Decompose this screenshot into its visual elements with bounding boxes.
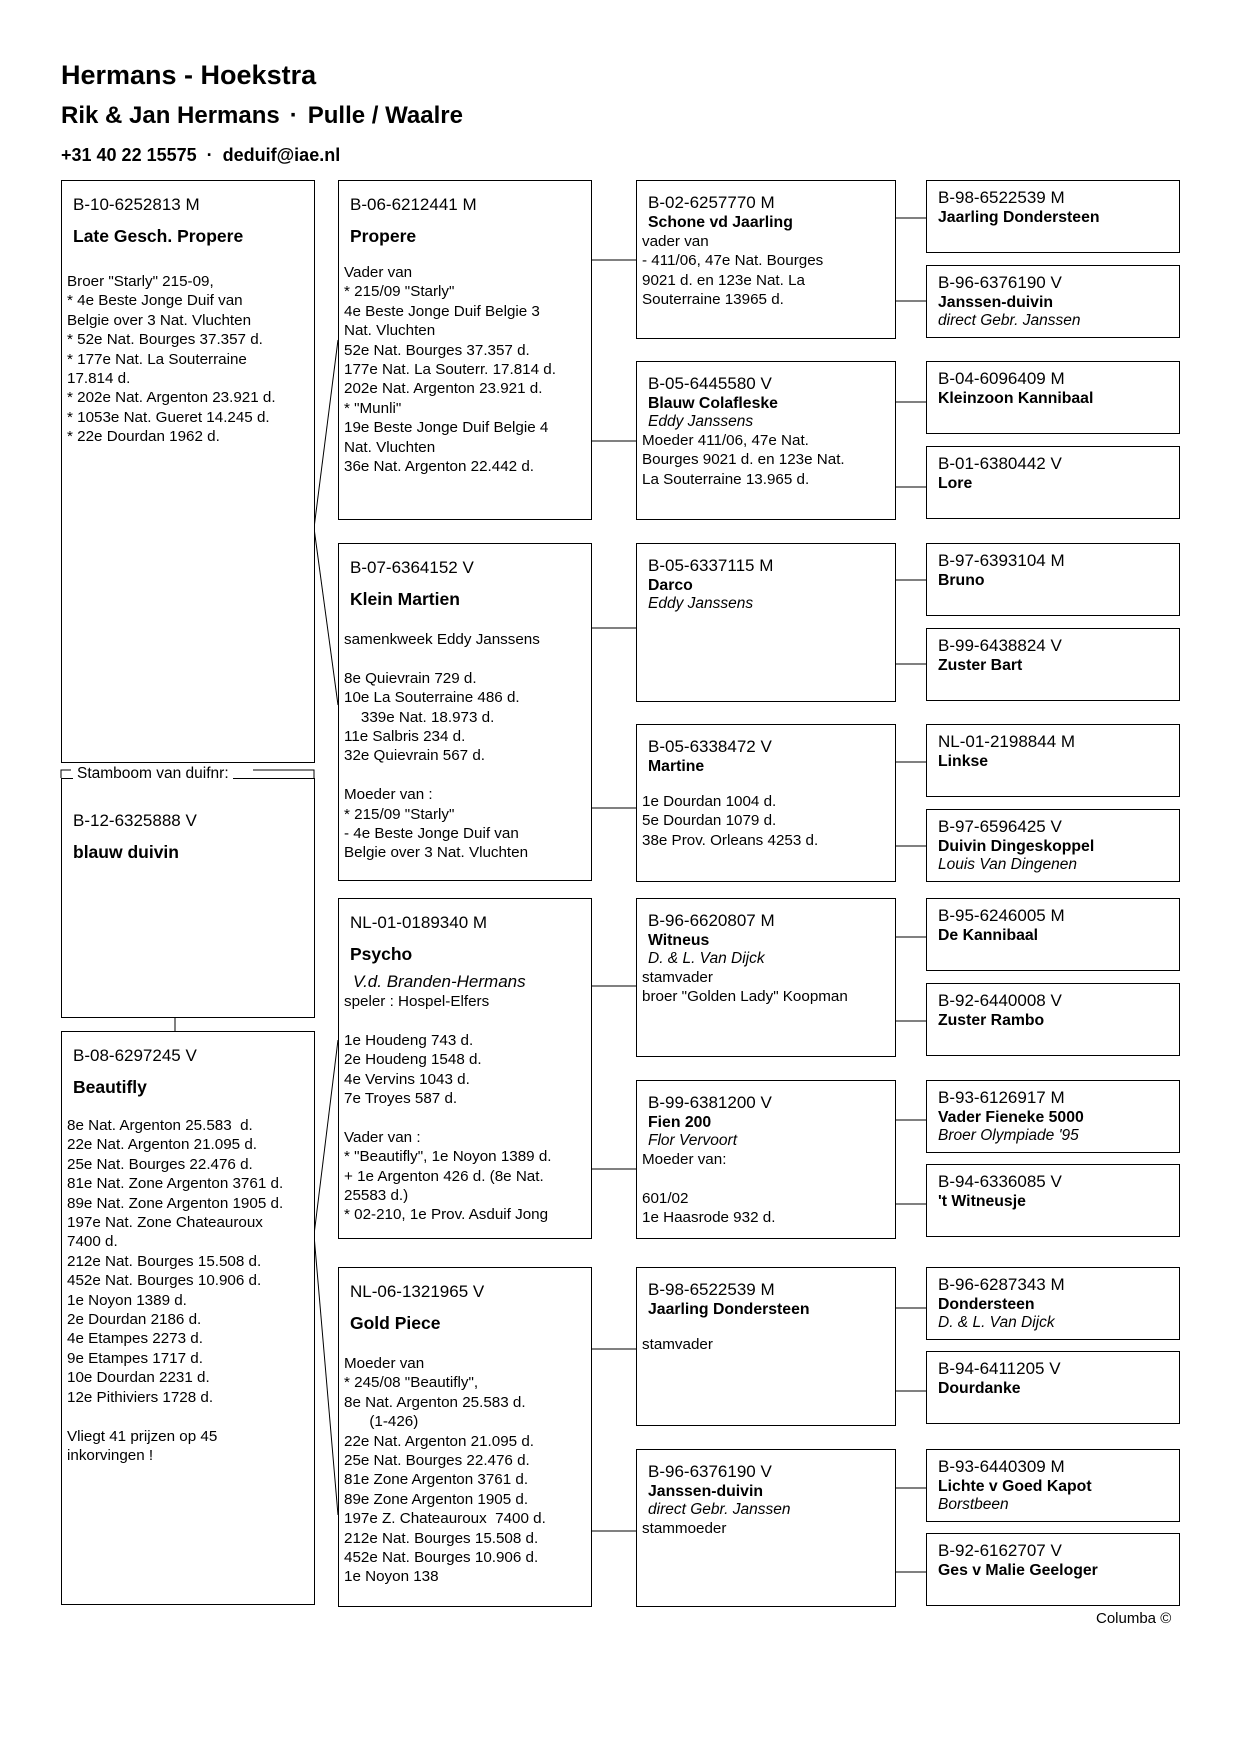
grandparent-box — [338, 1267, 592, 1607]
breeder-name: Eddy Janssens — [648, 413, 754, 430]
ring-number: B-05-6445580 V — [648, 374, 772, 393]
pigeon-name: Duivin Dingeskoppel — [938, 838, 1095, 855]
pigeon-notes: stamvader — [642, 1336, 713, 1353]
pigeon-name: Psycho — [350, 944, 413, 964]
great-grandparent-box — [636, 898, 896, 1057]
ring-number: B-92-6440008 V — [938, 991, 1062, 1010]
separator: · — [206, 145, 213, 165]
gen4-box — [926, 180, 1180, 253]
pigeon-name: Propere — [350, 226, 417, 246]
gen4-box — [926, 898, 1180, 971]
gen4-box — [926, 446, 1180, 519]
gen4-box — [926, 1351, 1180, 1424]
ring-number: B-02-6257770 M — [648, 193, 775, 212]
pedigree-label: Stamboom van duifnr: — [73, 765, 233, 783]
pigeon-notes: Moeder van * 245/08 "Beautifly", 8e Nat. Argenton 25.583 d. (1-426) 22e Nat. Argenton 21.095 d. 25e Nat. Bourges 22.476 d. 81e Zone Argenton 3761 d. 89e Zone Argenton 1905 d. 197e Z. Chateauroux 7400 d. 212e Nat. Bourges 15.508 d. 452e Nat. Bourges 10.906 d. 1e Noyon 138 — [344, 1355, 546, 1586]
ring-number: B-96-6620807 M — [648, 911, 775, 930]
owner-location: Pulle / Waalre — [307, 102, 463, 129]
ring-number: B-07-6364152 V — [350, 558, 474, 577]
phone-number: +31 40 22 15575 — [61, 145, 197, 165]
breeder-name: D. & L. Van Dijck — [938, 1314, 1055, 1331]
ring-number: B-99-6438824 V — [938, 636, 1062, 655]
grandparent-box — [338, 543, 592, 881]
pigeon-name: Klein Martien — [350, 589, 460, 609]
pigeon-name: Jaarling Dondersteen — [938, 209, 1100, 226]
gen4-box — [926, 628, 1180, 701]
pigeon-name: blauw duivin — [73, 842, 179, 862]
email-address: deduif@iae.nl — [222, 145, 341, 165]
breeder-name: Flor Vervoort — [648, 1132, 738, 1149]
great-grandparent-box — [636, 1449, 896, 1607]
ring-number: B-96-6376190 V — [938, 273, 1062, 292]
footer-credit: Columba © — [1096, 1610, 1172, 1627]
gen4-box — [926, 361, 1180, 434]
pigeon-name: Vader Fieneke 5000 — [938, 1109, 1084, 1126]
ring-number: B-12-6325888 V — [73, 811, 197, 830]
breeder-name: Eddy Janssens — [648, 595, 754, 612]
ring-number: B-94-6411205 V — [938, 1359, 1061, 1378]
pigeon-name: Lichte v Goed Kapot — [938, 1478, 1092, 1495]
ring-number: B-97-6596425 V — [938, 817, 1062, 836]
pigeon-notes: 1e Dourdan 1004 d. 5e Dourdan 1079 d. 38e Prov. Orleans 4253 d. — [642, 793, 819, 849]
page-title: Hermans - Hoekstra — [61, 60, 317, 90]
ring-number: B-08-6297245 V — [73, 1046, 197, 1065]
pigeon-notes: stammoeder — [642, 1520, 727, 1537]
great-grandparent-box — [636, 543, 896, 702]
pigeon-name: De Kannibaal — [938, 927, 1039, 944]
breeder-name: D. & L. Van Dijck — [648, 950, 765, 967]
ring-number: B-94-6336085 V — [938, 1172, 1062, 1191]
pigeon-name: Beautifly — [73, 1077, 147, 1097]
gen4-box — [926, 1449, 1180, 1522]
pigeon-notes: 8e Nat. Argenton 25.583 d. 22e Nat. Argenton 21.095 d. 25e Nat. Bourges 22.476 d. 81e Nat. Zone Argenton 3761 d. 89e Nat. Zone Argenton 1905 d. 197e Nat. Zone Chateauroux 7400 d. 212e Nat. Bourges 15.508 d. 452e Nat. Bourges 10.906 d. 1e Noyon 1389 d. 2e Dourdan 2186 d. 4e Etampes 2273 d. 9e Etampes 1717 d. 10e Dourdan 2231 d. 12e Pithiviers 1728 d. Vliegt 41 prijzen op 45 inkorvingen ! — [67, 1117, 284, 1464]
ring-number: B-93-6440309 M — [938, 1457, 1065, 1476]
pigeon-name: Darco — [648, 577, 693, 594]
ring-number: B-97-6393104 M — [938, 551, 1065, 570]
ring-number: B-05-6337115 M — [648, 556, 774, 575]
pigeon-name: Gold Piece — [350, 1313, 441, 1333]
subject-box — [61, 778, 315, 1018]
pigeon-name: Zuster Rambo — [938, 1012, 1045, 1029]
gen4-box — [926, 724, 1180, 797]
ring-number: B-10-6252813 M — [73, 195, 200, 214]
ring-number: B-05-6338472 V — [648, 737, 772, 756]
great-grandparent-box — [636, 180, 896, 339]
ring-number: B-04-6096409 M — [938, 369, 1065, 388]
pigeon-name: Janssen-duivin — [938, 294, 1053, 311]
gen4-box — [926, 265, 1180, 338]
breeder-name: V.d. Branden-Hermans — [353, 972, 526, 991]
breeder-name: direct Gebr. Janssen — [938, 312, 1081, 329]
pigeon-name: Blauw Colafleske — [648, 395, 778, 412]
gen4-box — [926, 543, 1180, 616]
pigeon-name: Jaarling Dondersteen — [648, 1301, 810, 1318]
separator: · — [289, 102, 298, 129]
pigeon-name: Kleinzoon Kannibaal — [938, 390, 1094, 407]
ring-number: B-06-6212441 M — [350, 195, 477, 214]
pigeon-notes: vader van - 411/06, 47e Nat. Bourges 9021 d. en 123e Nat. La Souterraine 13965 d. — [642, 233, 824, 309]
owner-name: Rik & Jan Hermans — [61, 102, 280, 129]
mother-box — [61, 1031, 315, 1605]
ring-number: B-96-6287343 M — [938, 1275, 1065, 1294]
breeder-name: Borstbeen — [938, 1496, 1009, 1513]
ring-number: NL-06-1321965 V — [350, 1282, 485, 1301]
pigeon-name: Linkse — [938, 753, 989, 770]
ring-number: NL-01-0189340 M — [350, 913, 488, 932]
pigeon-notes: stamvader broer "Golden Lady" Koopman — [642, 969, 848, 1006]
pigeon-notes: Moeder van: 601/02 1e Haasrode 932 d. — [642, 1151, 776, 1227]
pigeon-name: Martine — [648, 758, 705, 775]
great-grandparent-box — [636, 1080, 896, 1239]
great-grandparent-box — [636, 724, 896, 882]
pigeon-notes: Moeder 411/06, 47e Nat. Bourges 9021 d. en 123e Nat. La Souterraine 13.965 d. — [642, 432, 845, 488]
breeder-name: Louis Van Dingenen — [938, 856, 1078, 873]
grandparent-box — [338, 180, 592, 520]
father-box — [61, 180, 315, 763]
pigeon-name: Late Gesch. Propere — [73, 226, 244, 246]
ring-number: B-96-6376190 V — [648, 1462, 772, 1481]
gen4-box — [926, 1533, 1180, 1606]
ring-number: B-92-6162707 V — [938, 1541, 1062, 1560]
ring-number: B-95-6246005 M — [938, 906, 1065, 925]
gen4-box — [926, 809, 1180, 882]
pigeon-name: Bruno — [938, 572, 985, 589]
gen4-box — [926, 1080, 1180, 1153]
pigeon-name: 't Witneusje — [938, 1193, 1026, 1210]
pigeon-notes: speler : Hospel-Elfers 1e Houdeng 743 d. 2e Houdeng 1548 d. 4e Vervins 1043 d. 7e Troyes 587 d. Vader van : * "Beautifly", 1e Noyon 1389 d. + 1e Argenton 426 d. (8e Nat. 25583 d.) * 02-210, 1e Prov. Asduif Jong — [344, 993, 552, 1224]
pigeon-name: Dondersteen — [938, 1296, 1035, 1313]
great-grandparent-box — [636, 1267, 896, 1426]
pigeon-name: Schone vd Jaarling — [648, 214, 793, 231]
pigeon-name: Ges v Malie Geeloger — [938, 1562, 1098, 1579]
pigeon-name: Fien 200 — [648, 1114, 712, 1131]
pigeon-notes: Broer "Starly" 215-09, * 4e Beste Jonge Duif van Belgie over 3 Nat. Vluchten * 52e Nat. Bourges 37.357 d. * 177e Nat. La Souterraine 17.814 d. * 202e Nat. Argenton 23.921 d. * 1053e Nat. Gueret 14.245 d. * 22e Dourdan 1962 d. — [67, 273, 276, 446]
gen4-box — [926, 1267, 1180, 1340]
ring-number: B-99-6381200 V — [648, 1093, 772, 1112]
ring-number: B-93-6126917 M — [938, 1088, 1065, 1107]
gen4-box — [926, 1164, 1180, 1237]
ring-number: B-98-6522539 M — [938, 188, 1065, 207]
breeder-name: direct Gebr. Janssen — [648, 1501, 791, 1518]
pigeon-name: Dourdanke — [938, 1380, 1021, 1397]
ring-number: B-01-6380442 V — [938, 454, 1062, 473]
pigeon-name: Witneus — [648, 932, 710, 949]
pigeon-name: Zuster Bart — [938, 657, 1023, 674]
gen4-box — [926, 983, 1180, 1056]
ring-number: B-98-6522539 M — [648, 1280, 775, 1299]
pigeon-name: Janssen-duivin — [648, 1483, 763, 1500]
great-grandparent-box — [636, 361, 896, 520]
breeder-name: Broer Olympiade '95 — [938, 1127, 1079, 1144]
pigeon-notes: Vader van * 215/09 "Starly" 4e Beste Jonge Duif Belgie 3 Nat. Vluchten 52e Nat. Bourges 37.357 d. 177e Nat. La Souterr. 17.814 d. 202e Nat. Argenton 23.921 d. * "Munli" 19e Beste Jonge Duif Belgie 4 Nat. Vluchten 36e Nat. Argenton 22.442 d. — [344, 264, 556, 476]
pigeon-name: Lore — [938, 475, 973, 492]
grandparent-box — [338, 898, 592, 1239]
ring-number: NL-01-2198844 M — [938, 732, 1076, 751]
pigeon-notes: samenkweek Eddy Janssens 8e Quievrain 729 d. 10e La Souterraine 486 d. 339e Nat. 18.973 d. 11e Salbris 234 d. 32e Quievrain 567 d. Moeder van : * 215/09 "Starly" - 4e Beste Jonge Duif van Belgie over 3 Nat. Vluchten — [344, 631, 540, 862]
